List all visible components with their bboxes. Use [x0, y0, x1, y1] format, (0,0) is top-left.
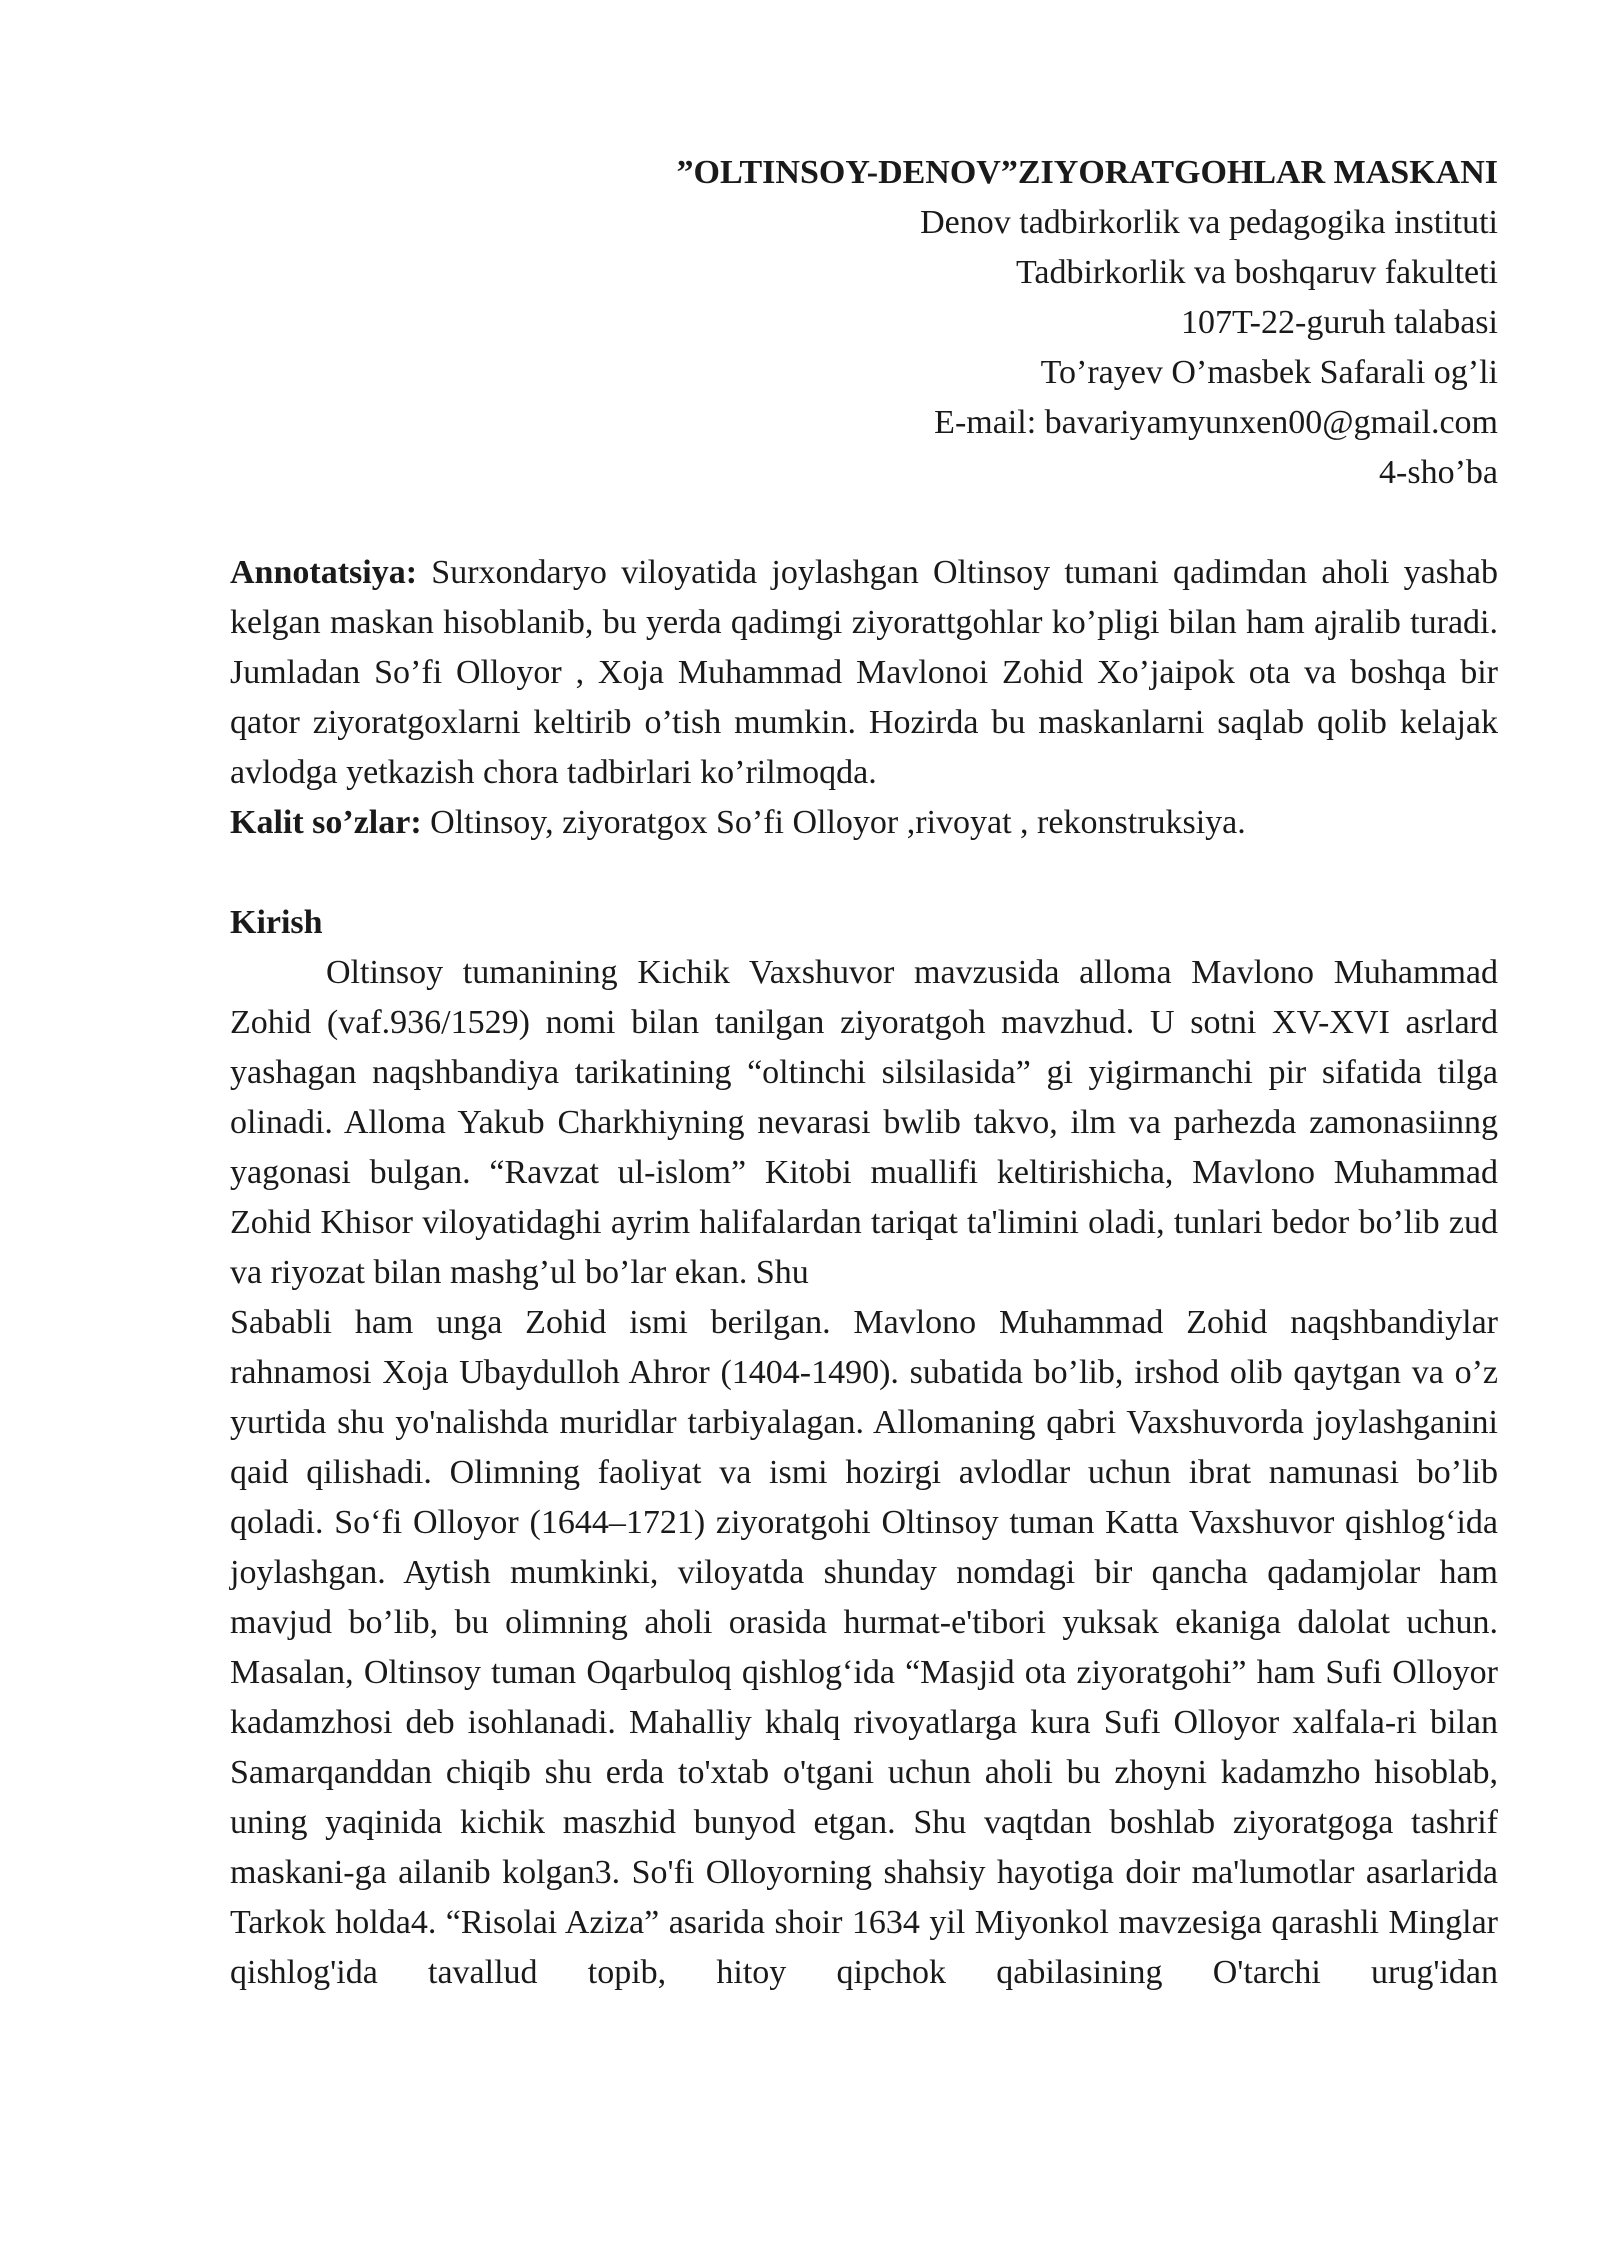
keywords-label: Kalit so’zlar:	[230, 804, 422, 841]
abstract-text: Surxondaryo viloyatida joylashgan Oltinsoy tumani qadimdan aholi yashab kelgan maskan hisoblanib, bu yerda qadimgi ziyorattgohlar ko’pligi bilan ham ajralib turadi. Jumladan So’fi Olloyor , Xoja Muhammad Mavlonoi Zohid Xo’jaipok ota va boshqa bir qator ziyoratgoxlarni keltirib o’tish mumkin. Hozirda bu maskanlarni saqlab qolib kelajak avlodga yetkazish chora tadbirlari ko’rilmoqda.	[230, 554, 1498, 791]
page-content	[230, 148, 1498, 1998]
spacer	[230, 498, 1498, 548]
intro-paragraph-2: Sababli ham unga Zohid ismi berilgan. Mavlono Muhammad Zohid naqshbandiylar rahnamosi Xoja Ubaydulloh Ahror (1404-1490). subatida bo’lib, irshod olib qaytgan va o’z yurtida shu yo'nalishda muridlar tarbiyalagan. Allomaning qabri Vaxshuvorda joylashganini qaid qilishadi. Olimning faoliyat va ismi hozirgi avlodlar uchun ibrat namunasi bo’lib qoladi. So‘fi Olloyor (1644–1721) ziyoratgohi Oltinsoy tuman Katta Vaxshuvor qishlog‘ida joylashgan. Aytish mumkinki, viloyatda shunday nomdagi bir qancha qadamjolar ham mavjud bo’lib, bu olimning aholi orasida hurmat-e'tibori yuksak ekaniga dalolat uchun. Masalan, Oltinsoy tuman Oqarbuloq qishlog‘ida “Masjid ota ziyoratgohi” ham Sufi Olloyor kadamzhosi deb isohlanadi. Mahalliy khalq rivoyatlarga kura Sufi Olloyor xalfala-ri bilan Samarqanddan chiqib shu erda to'xtab o'tgani uchun aholi bu zhoyni kadamzho hisoblab, uning yaqinida kichik maszhid bunyod etgan. Shu vaqtdan boshlab ziyoratgoga tashrif maskani-ga ailanib kolgan3. So'fi Olloyorning shahsiy hayotiga doir ma'lumotlar asarlarida Tarkok holda4. “Risolai Aziza” asarida shoir 1634 yil Miyonkol mavzesiga qarashli Minglar qishlog'ida tavallud topib, hitoy qipchok qabilasining O'tarchi urug'idan	[230, 1304, 1498, 1991]
faculty-line: Tadbirkorlik va boshqaruv fakulteti	[1016, 254, 1498, 291]
section-number: 4-sho’ba	[1379, 454, 1498, 491]
abstract-label: Annotatsiya:	[230, 554, 418, 591]
section-heading-intro: Kirish	[230, 904, 323, 941]
institute-line: Denov tadbirkorlik va pedagogika instituti	[920, 204, 1498, 241]
author-header	[230, 148, 1498, 498]
paper-title: ”OLTINSOY-DENOV”ZIYORATGOHLAR MASKANI	[676, 154, 1498, 191]
spacer	[230, 848, 1498, 898]
author-name: To’rayev O’masbek Safarali og’li	[1040, 354, 1498, 391]
intro-paragraph-1: Oltinsoy tumanining Kichik Vaxshuvor mavzusida alloma Mavlono Muhammad Zohid (vaf.936/1529) nomi bilan tanilgan ziyoratgoh mavzhud. U sotni XV-XVI asrlard yashagan naqshbandiya tarikatining “oltinchi silsilasida” gi yigirmanchi pir sifatida tilga olinadi. Alloma Yakub Charkhiyning nevarasi bwlib takvo, ilm va parhezda zamonasiinng yagonasi bulgan. “Ravzat ul-islom” Kitobi muallifi keltirishicha, Mavlono Muhammad Zohid Khisor viloyatidaghi ayrim halifalardan tariqat ta'limini oladi, tunlari bedor bo’lib zud va riyozat bilan mashg’ul bo’lar ekan. Shu	[230, 954, 1498, 1291]
keywords-paragraph	[230, 798, 1498, 848]
keywords-text: Oltinsoy, ziyoratgox So’fi Olloyor ,rivoyat , rekonstruksiya.	[421, 804, 1246, 841]
group-line: 107T-22-guruh talabasi	[1181, 304, 1498, 341]
abstract-paragraph	[230, 548, 1498, 798]
author-email: E-mail: bavariyamyunxen00@gmail.com	[934, 404, 1498, 441]
